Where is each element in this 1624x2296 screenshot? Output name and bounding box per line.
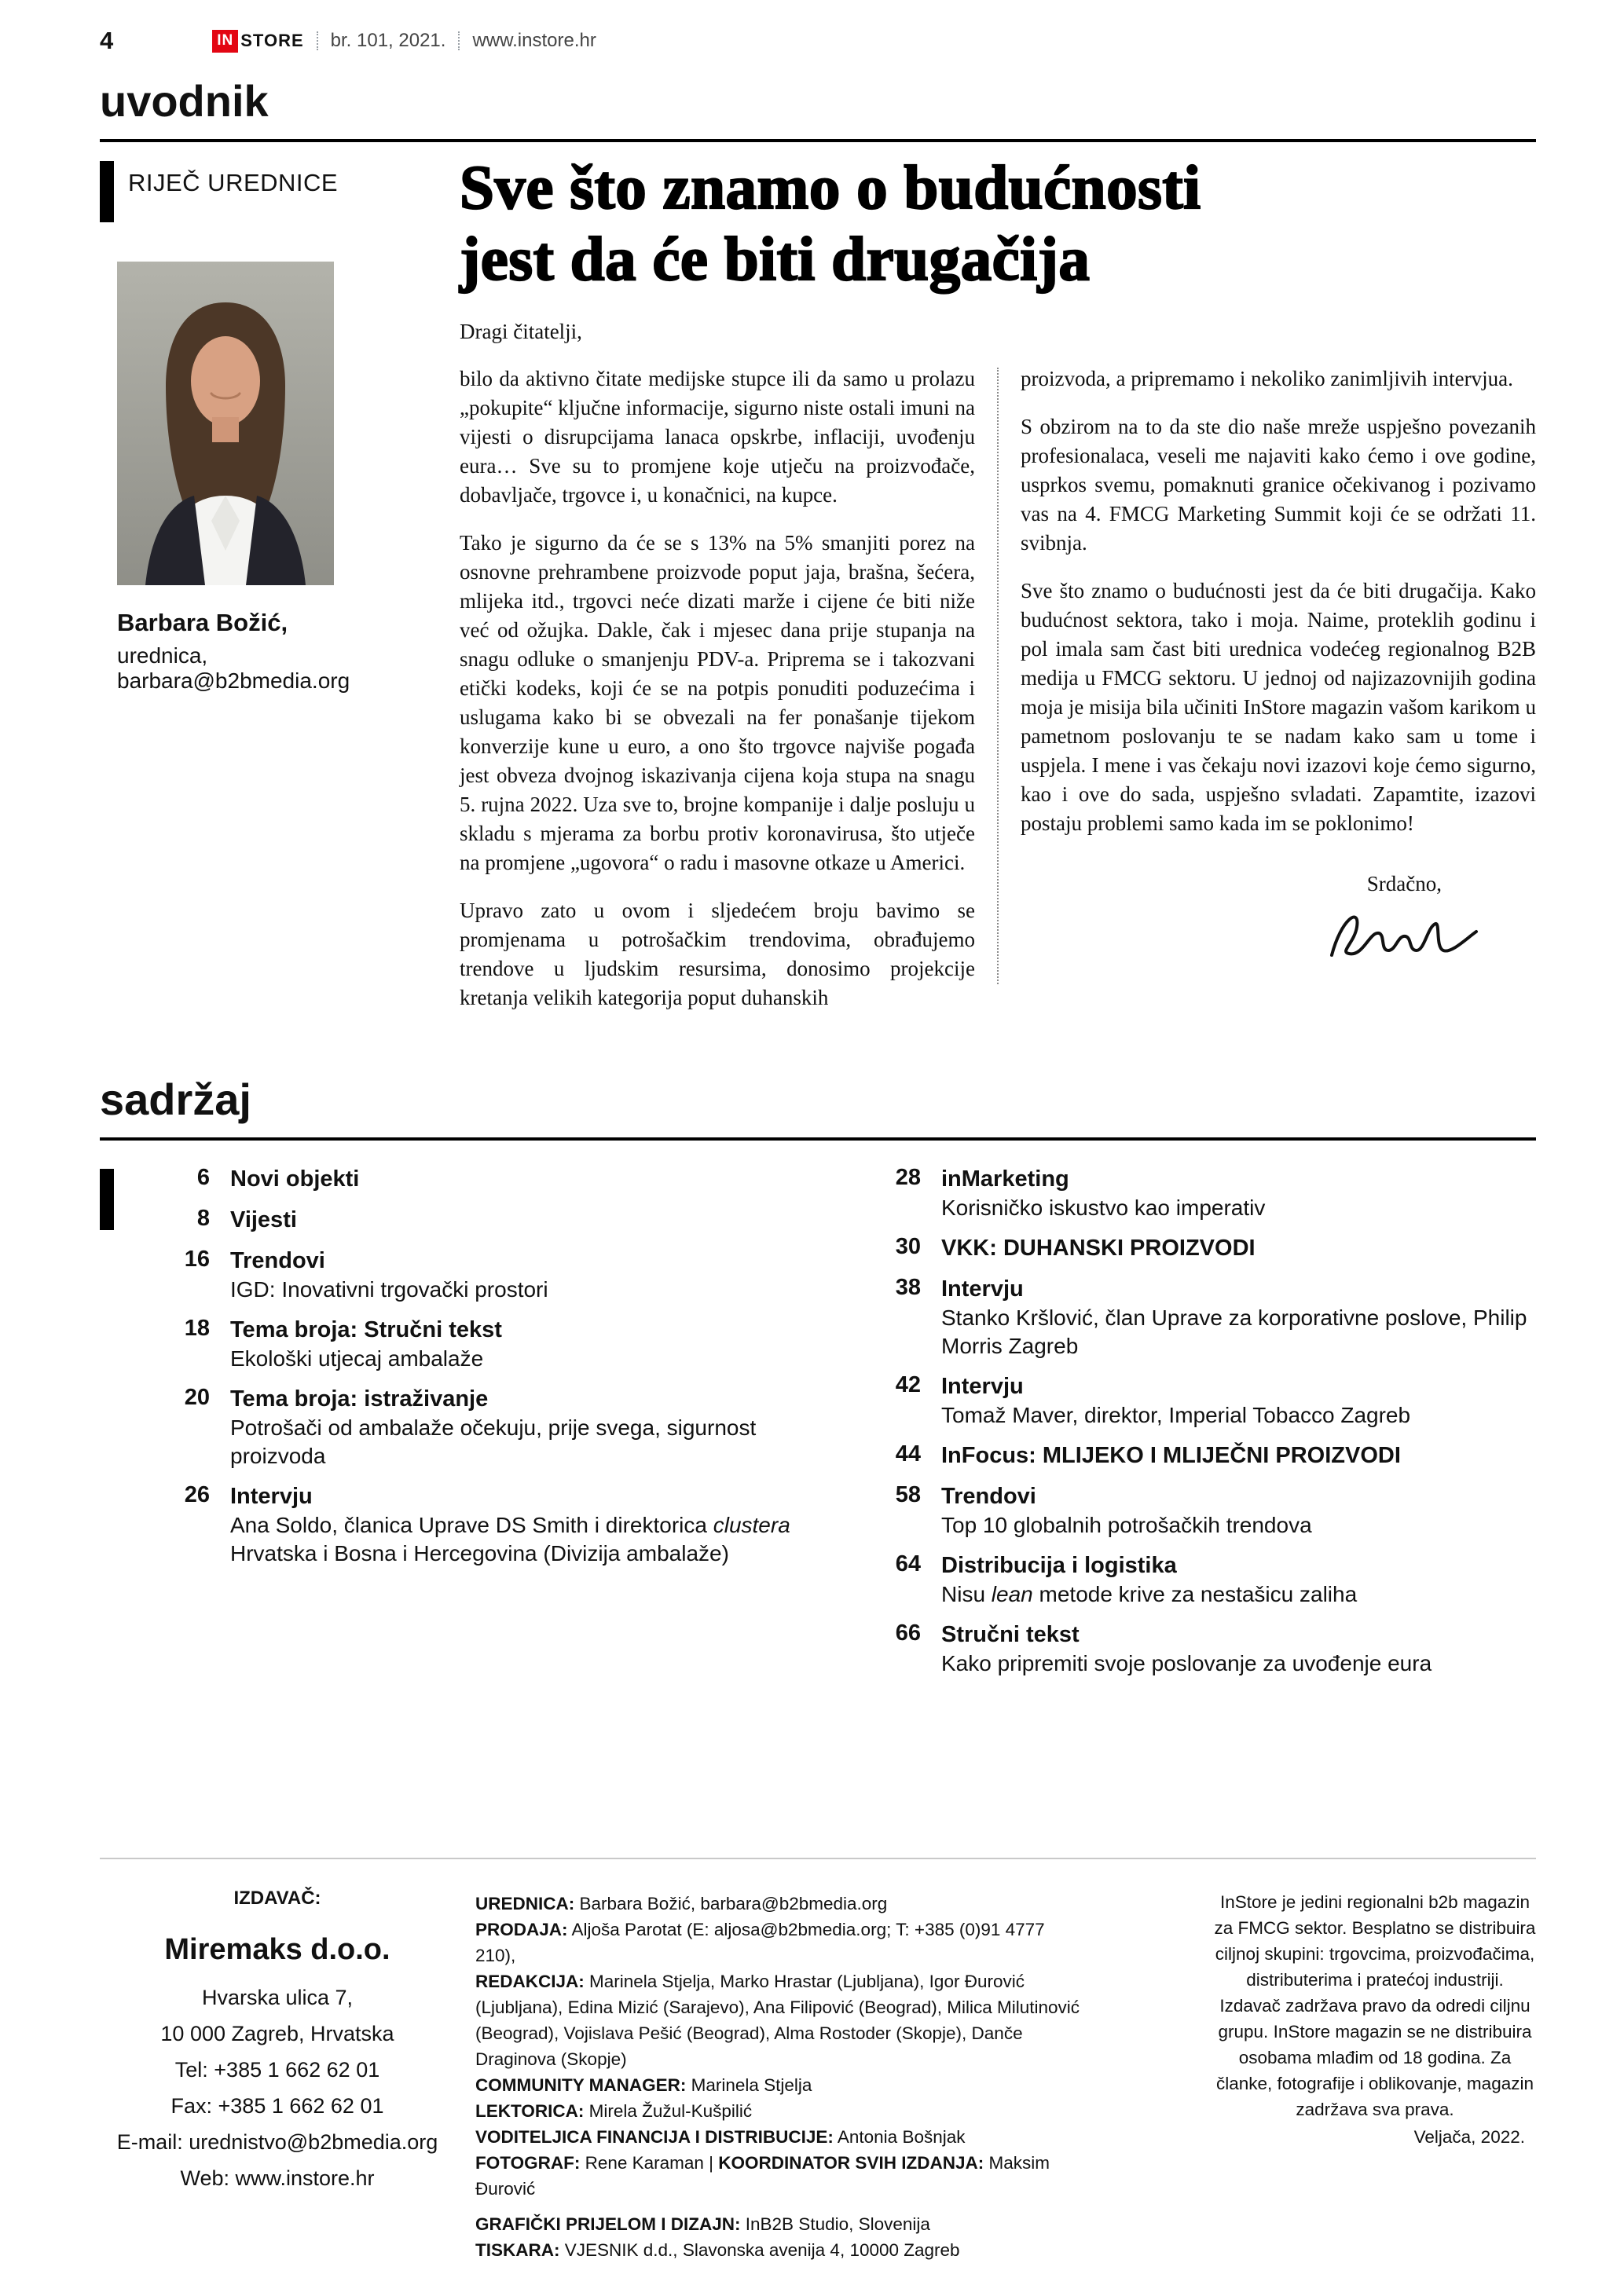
credit-label: FOTOGRAF:: [475, 2153, 581, 2173]
toc-page-number: 44: [895, 1441, 921, 1467]
headline-line-2: jest da će biti drugačija: [460, 225, 1091, 294]
signature-graphic: [1316, 902, 1489, 969]
publisher-address-1: Hvarska ulica 7,: [201, 1986, 354, 2009]
toc-page-number: 6: [196, 1164, 210, 1190]
about-text: InStore je jedini regionalni b2b magazin za FMCG sektor. Besplatno se distribuira ciljnoj skupini: trgovcima, proizvođačima, distributerima i pratećoj industriji. Izdavač zadržava pravo da odredi ciljnu grupu. InStore magazin se ne distribuira osobama mlađim od 18 godina. Za članke, fotografije i oblikovanje, magazin zadržava sva prava.: [1214, 1892, 1536, 2119]
toc-subtitle: IGD: Inovativni trgovački prostori: [230, 1276, 548, 1302]
editorial-paragraph: Sve što znamo o budućnosti jest da će biti drugačija. Kako budućnost sektora, tako i moja. Naime, proteklih godinu i pol imala sam čast biti urednica vodećeg regionalnog B2B medija u FMCG sektoru. U jednoj od najizazovnijih godina moja je misija bila učiniti InStore magazin vašom karikom u pametnom poslovanju te se nadam kako sam u tome i uspjela. I mene i vas čekaju novi izazovi koje ćemo sigurno, kao i ove do sada, uspješno svladati. Zapamtite, izazovi postaju problemi samo kada im se poklonimo!: [1021, 578, 1536, 835]
page-header: [100, 27, 1536, 55]
section-marker-bar: [100, 161, 114, 222]
toc-column-left: [169, 1164, 825, 1689]
publisher-email: [100, 2124, 455, 2160]
toc-entry[interactable]: [880, 1371, 1536, 1430]
toc-subtitle-italic: lean: [991, 1581, 1033, 1606]
toc-entry[interactable]: [880, 1164, 1536, 1222]
credit-line: [475, 2124, 1083, 2150]
editorial-column-1: [460, 364, 975, 1031]
editor-signature: [1021, 902, 1536, 969]
toc-page-number: 28: [895, 1164, 921, 1190]
uvodnik-section-title: uvodnik: [100, 76, 269, 126]
toc-entry[interactable]: [169, 1384, 825, 1470]
impressum-footer: [100, 1858, 1536, 2263]
credit-label: VODITELJICA FINANCIJA I DISTRIBUCIJE:: [475, 2127, 834, 2147]
credit-label: LEKTORICA:: [475, 2101, 585, 2121]
editor-photo-graphic: [117, 262, 334, 585]
toc-subtitle: Korisničko iskustvo kao imperativ: [941, 1195, 1266, 1220]
website-link[interactable]: www.instore.hr: [472, 30, 596, 51]
toc-page-number: 8: [196, 1205, 210, 1231]
toc-subtitle-part: Ana Soldo, članica Uprave DS Smith i direktorica: [230, 1512, 713, 1537]
toc-page-number: 66: [895, 1620, 921, 1646]
toc-subtitle-part: Nisu: [941, 1581, 992, 1606]
toc-entry[interactable]: [880, 1481, 1536, 1540]
sadrzaj-section-title: sadržaj: [100, 1074, 251, 1124]
credit-line: [475, 1968, 1083, 2072]
issue-date: Veljača, 2022.: [1413, 2127, 1525, 2147]
credit-text: Antonia Bošnjak: [833, 2127, 966, 2147]
toc-page-number: 16: [184, 1246, 210, 1272]
toc-subtitle-part: Hrvatska i Bosna i Hercegovina (Divizija ambalaže): [230, 1540, 729, 1565]
publisher-address-2: 10 000 Zagreb, Hrvatska: [160, 2022, 394, 2045]
toc-page-number: 26: [184, 1481, 210, 1507]
section-marker-bar: [100, 1169, 114, 1230]
author-block: [117, 609, 460, 694]
toc-subtitle-part: metode krive za nestašicu zaliha: [1032, 1581, 1358, 1606]
closing-salutation: Srdačno,: [1366, 871, 1442, 895]
toc-subtitle: Ekološki utjecaj ambalaže: [230, 1346, 484, 1371]
toc-subtitle: Tomaž Maver, direktor, Imperial Tobacco Zagreb: [941, 1402, 1411, 1427]
toc-title: Vijesti: [230, 1207, 297, 1232]
credit-label: PRODAJA:: [475, 1920, 568, 1939]
toc-subtitle-italic: clustera: [713, 1512, 790, 1537]
credit-line: [475, 2098, 1083, 2124]
toc-column-right: [880, 1164, 1536, 1689]
credits-block: [455, 1888, 1083, 2263]
toc-title: Tema broja: Stručni tekst: [230, 1316, 502, 1342]
toc-page-number: 64: [895, 1551, 921, 1576]
toc-subtitle: Potrošači od ambalaže očekuju, prije svega, sigurnost proizvoda: [230, 1415, 757, 1468]
toc-entry[interactable]: [169, 1246, 825, 1304]
editorial-paragraph: Tako je sigurno da će se s 13% na 5% smanjiti porez na osnovne prehrambene proizvode poput jaja, brašna, šećera, mlijeka itd., trgovci neće dizati marže i cijene će biti niže već od ožujka. Dakle, čak i mjesec dana prije stupanja na snagu odluke o smanjenju PDV-a. Priprema se i takozvani etički kodeks, koji će se na potpis ponuditi poduzećima i uslugama kako bi se obvezali na fer ponašanje tijekom konverzije kune u euro, a ono što trgovce najviše pogađa jest obveza dvojnog iskazivanja cijena koja stupa na snagu 5. rujna 2022. Uza sve to, brojne kompanije i dalje posluju u skladu s mjerama za borbu protiv koronavirusa, što utječe na promjene „ugovora“ o radu i masovne otkaze u Americi.: [460, 530, 975, 874]
section-rule: [100, 1137, 1536, 1141]
publisher-fax: Fax: +385 1 662 62 01: [170, 2094, 384, 2118]
header-divider: [317, 31, 318, 50]
headline-line-1: Sve što znamo o budućnosti: [460, 154, 1201, 222]
author-role: urednica,: [117, 643, 208, 668]
credit-text: Marinela Stjelja: [686, 2075, 812, 2095]
credit-label: GRAFIČKI PRIJELOM I DIZAJN:: [475, 2214, 741, 2234]
issue-number: br. 101, 2021.: [330, 30, 446, 51]
toc-title: VKK: DUHANSKI PROIZVODI: [941, 1235, 1256, 1261]
toc-title: Trendovi: [230, 1247, 325, 1273]
toc-entry[interactable]: [169, 1481, 825, 1568]
instore-logo: [212, 30, 303, 53]
toc-entry[interactable]: [880, 1233, 1536, 1263]
credit-text: Marinela Stjelja, Marko Hrastar (Ljubljana), Igor Đurović (Ljubljana), Edina Mizić (Sarajevo), Ana Filipović (Beograd), Milica Milutinović (Beograd), Vojislava Pešić (Beograd), Alma Rostoder (Skopje), Danče Draginova (Skopje): [475, 1972, 1080, 2069]
toc-title: Trendovi: [941, 1483, 1036, 1509]
editorial-paragraph: S obzirom na to da ste dio naše mreže uspješno povezanih profesionalaca, veseli me najaviti kako ćemo i ove godine, usprkos svemu, pomaknuti granice očekivanog i pozivamo vas na 4. FMCG Marketing Summit koji će se održati 11. svibnja.: [1021, 414, 1536, 555]
column-divider: [997, 368, 999, 984]
toc-entry[interactable]: [880, 1441, 1536, 1470]
credit-text: Maksim Đurović: [475, 2153, 1050, 2199]
toc-subtitle: Top 10 globalnih potrošačkih trendova: [941, 1512, 1312, 1537]
toc-title: Stručni tekst: [941, 1621, 1080, 1647]
toc-entry[interactable]: [880, 1551, 1536, 1609]
credit-text: InB2B Studio, Slovenija: [740, 2214, 930, 2234]
toc-subtitle: Stanko Kršlović, član Uprave za korporativne poslove, Philip Morris Zagreb: [941, 1305, 1527, 1358]
kicker-row: [100, 161, 460, 222]
credit-line: [475, 1891, 1083, 1917]
credit-text: VJESNIK d.d., Slavonska avenija 4, 10000 Zagreb: [559, 2240, 960, 2260]
toc-page-number: 42: [895, 1371, 921, 1397]
credit-label: TISKARA:: [475, 2240, 560, 2260]
section-rule: [100, 139, 1536, 142]
credit-line: [475, 2072, 1083, 2098]
credit-line: [475, 2150, 1083, 2202]
page-number: 4: [100, 27, 114, 54]
toc-title: Tema broja: istraživanje: [230, 1386, 489, 1412]
publisher-web: [100, 2160, 455, 2196]
toc-subtitle: Kako pripremiti svoje poslovanje za uvođenje eura: [941, 1650, 1432, 1675]
toc-subtitle: [941, 1580, 1536, 1609]
editorial-paragraph: proizvoda, a pripremamo i nekoliko zanimljivih intervjua.: [1021, 366, 1513, 390]
credit-label: UREDNICA:: [475, 1894, 575, 1913]
toc-title: InFocus: MLIJEKO I MLIJEČNI PROIZVODI: [941, 1442, 1401, 1468]
table-of-contents: [100, 1164, 1536, 1689]
credit-line: [475, 2237, 1083, 2263]
editorial-main: [460, 154, 1536, 1031]
publisher-web-link[interactable]: Web: www.instore.hr: [180, 2166, 375, 2190]
publisher-tel: Tel: +385 1 662 62 01: [174, 2058, 380, 2082]
editor-photo: [117, 262, 334, 585]
toc-entry[interactable]: [169, 1315, 825, 1373]
credit-label: COMMUNITY MANAGER:: [475, 2075, 687, 2095]
toc-title: inMarketing: [941, 1166, 1069, 1192]
toc-entry[interactable]: [169, 1205, 825, 1235]
header-divider: [458, 31, 460, 50]
credit-text: Barbara Božić, barbara@b2bmedia.org: [574, 1894, 888, 1913]
toc-subtitle: [230, 1511, 825, 1568]
toc-entry[interactable]: [880, 1274, 1536, 1360]
toc-title: Novi objekti: [230, 1166, 360, 1192]
publisher-name: Miremaks d.o.o.: [164, 1933, 390, 1966]
toc-page-number: 30: [895, 1233, 921, 1259]
editorial-headline: [460, 153, 1536, 296]
credit-text: Rene Karaman |: [580, 2153, 719, 2173]
toc-entry[interactable]: [169, 1164, 825, 1194]
toc-page-number: 58: [895, 1481, 921, 1507]
publisher-block: [100, 1888, 455, 2196]
toc-title: Intervju: [230, 1483, 313, 1509]
logo-in-badge: IN: [212, 30, 238, 53]
toc-page-number: 18: [184, 1315, 210, 1341]
toc-page-number: 38: [895, 1274, 921, 1300]
salutation: Dragi čitatelji,: [460, 319, 582, 343]
toc-title: Intervju: [941, 1276, 1024, 1302]
editorial-paragraph: bilo da aktivno čitate medijske stupce ili da samo u prolazu „pokupite“ ključne informacije, sigurno niste ostali imuni na vijesti o disrupcijama lanaca opskrbe, inflaciji, uvođenju eura… Sve su to promjene koje utječu na proizvođače, dobavljače, trgovce i, u konačnici, na kupce.: [460, 366, 975, 507]
credit-text: Aljoša Parotat (E: aljosa@b2bmedia.org; T: +385 (0)91 4777 210),: [475, 1920, 1045, 1965]
credit-line: [475, 1917, 1083, 1968]
editor-sidebar: [100, 161, 460, 1031]
publisher-email-link[interactable]: E-mail: urednistvo@b2bmedia.org: [116, 2130, 438, 2154]
credit-label: KOORDINATOR SVIH IZDANJA:: [718, 2153, 984, 2173]
publisher-label: IZDAVAČ:: [233, 1888, 321, 1909]
editorial-column-2: [1021, 364, 1536, 1031]
editorial-columns: [460, 364, 1536, 1031]
about-block: [1214, 1888, 1536, 2148]
author-email-link[interactable]: barbara@b2bmedia.org: [117, 668, 350, 693]
credit-line: [475, 2211, 1083, 2237]
editorial-paragraph: Upravo zato u ovom i sljedećem broju bavimo se promjenama u potrošačkim trendovima, obrađujemo trendove u ljudskim resursima, donosimo projekcije kretanja velikih kategorija poput duhanskih: [460, 898, 975, 1009]
toc-entry[interactable]: [880, 1620, 1536, 1678]
toc-page-number: 20: [184, 1384, 210, 1410]
kicker-label: RIJEČ UREDNICE: [128, 169, 339, 196]
credit-label: REDAKCIJA:: [475, 1972, 585, 1991]
toc-title: Intervju: [941, 1373, 1024, 1399]
editorial-section: [100, 154, 1536, 1031]
toc-title: Distribucija i logistika: [941, 1552, 1177, 1578]
logo-store-text: STORE: [240, 31, 304, 50]
credit-text: Mirela Žužul-Kušpilić: [584, 2101, 753, 2121]
author-name: Barbara Božić,: [117, 609, 288, 636]
